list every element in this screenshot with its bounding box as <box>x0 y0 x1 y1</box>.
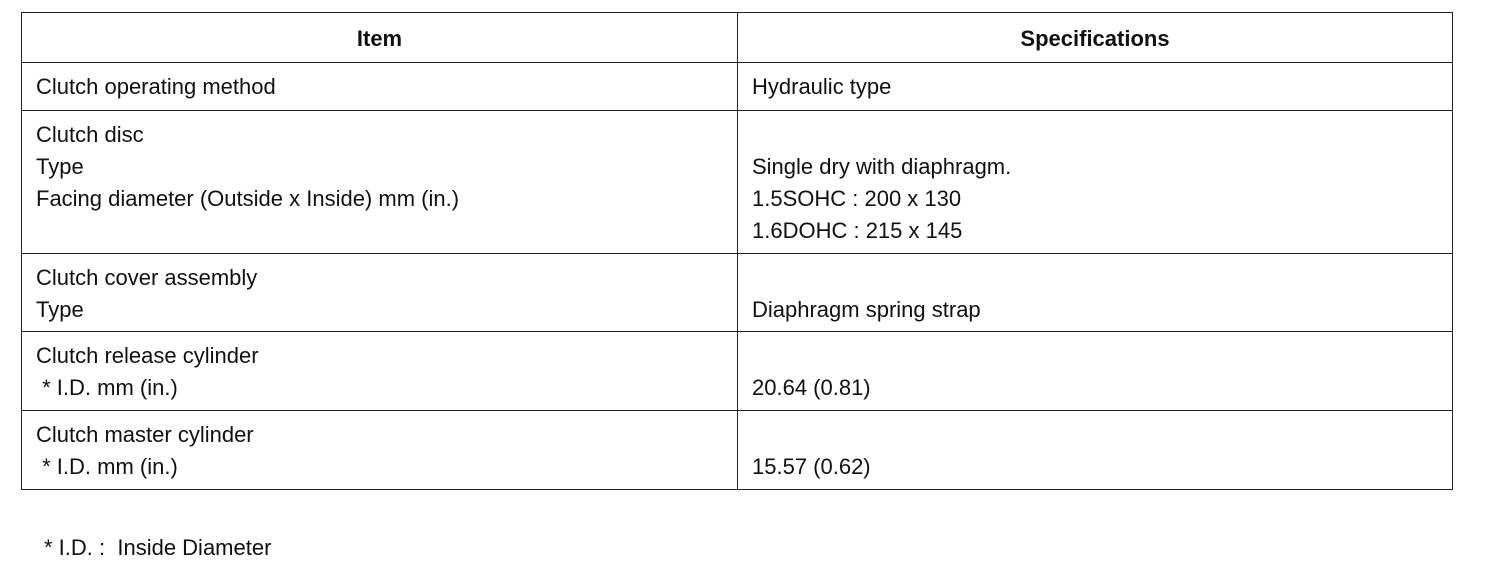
specifications-table <box>21 12 1453 490</box>
item-cell <box>22 111 738 254</box>
spec-line: 1.5SOHC : 200 x 130 <box>752 186 962 211</box>
item-line: * I.D. mm (in.) <box>36 375 178 400</box>
spec-cell <box>738 111 1453 254</box>
item-line: Clutch master cylinder <box>36 422 254 447</box>
item-line: Clutch cover assembly <box>36 265 258 290</box>
item-line: Type <box>36 154 84 179</box>
item-line: Clutch release cylinder <box>36 343 259 368</box>
blank-line <box>752 119 1438 151</box>
spec-line: Diaphragm spring strap <box>752 297 981 322</box>
spec-cell <box>738 411 1453 490</box>
item-line: Facing diameter (Outside x Inside) mm (in.) <box>36 186 460 211</box>
column-header-specifications: Specifications <box>738 13 1453 63</box>
spec-line: 1.6DOHC : 215 x 145 <box>752 218 963 243</box>
blank-line <box>752 340 1438 372</box>
spec-line: Single dry with diaphragm. <box>752 154 1012 179</box>
item-line: Clutch operating method <box>36 73 276 99</box>
blank-line <box>752 419 1438 451</box>
spec-line: Hydraulic type <box>752 73 892 99</box>
item-line: Type <box>36 297 84 322</box>
spec-cell <box>738 254 1453 332</box>
item-cell <box>22 411 738 490</box>
blank-line <box>752 262 1438 294</box>
spec-cell <box>738 63 1453 111</box>
item-line: * I.D. mm (in.) <box>36 454 178 479</box>
table-row <box>22 111 1453 254</box>
item-cell <box>22 63 738 111</box>
footnote: * I.D. : Inside Diameter <box>44 535 272 560</box>
table-row <box>22 332 1453 411</box>
spec-line: 15.57 (0.62) <box>752 454 871 479</box>
table-row <box>22 254 1453 332</box>
item-line: Clutch disc <box>36 122 144 147</box>
item-cell <box>22 332 738 411</box>
spec-line: 20.64 (0.81) <box>752 375 871 400</box>
spec-cell <box>738 332 1453 411</box>
column-header-item: Item <box>22 13 738 63</box>
item-cell <box>22 254 738 332</box>
table-row <box>22 411 1453 490</box>
table-header-row <box>22 13 1453 63</box>
table-row <box>22 63 1453 111</box>
